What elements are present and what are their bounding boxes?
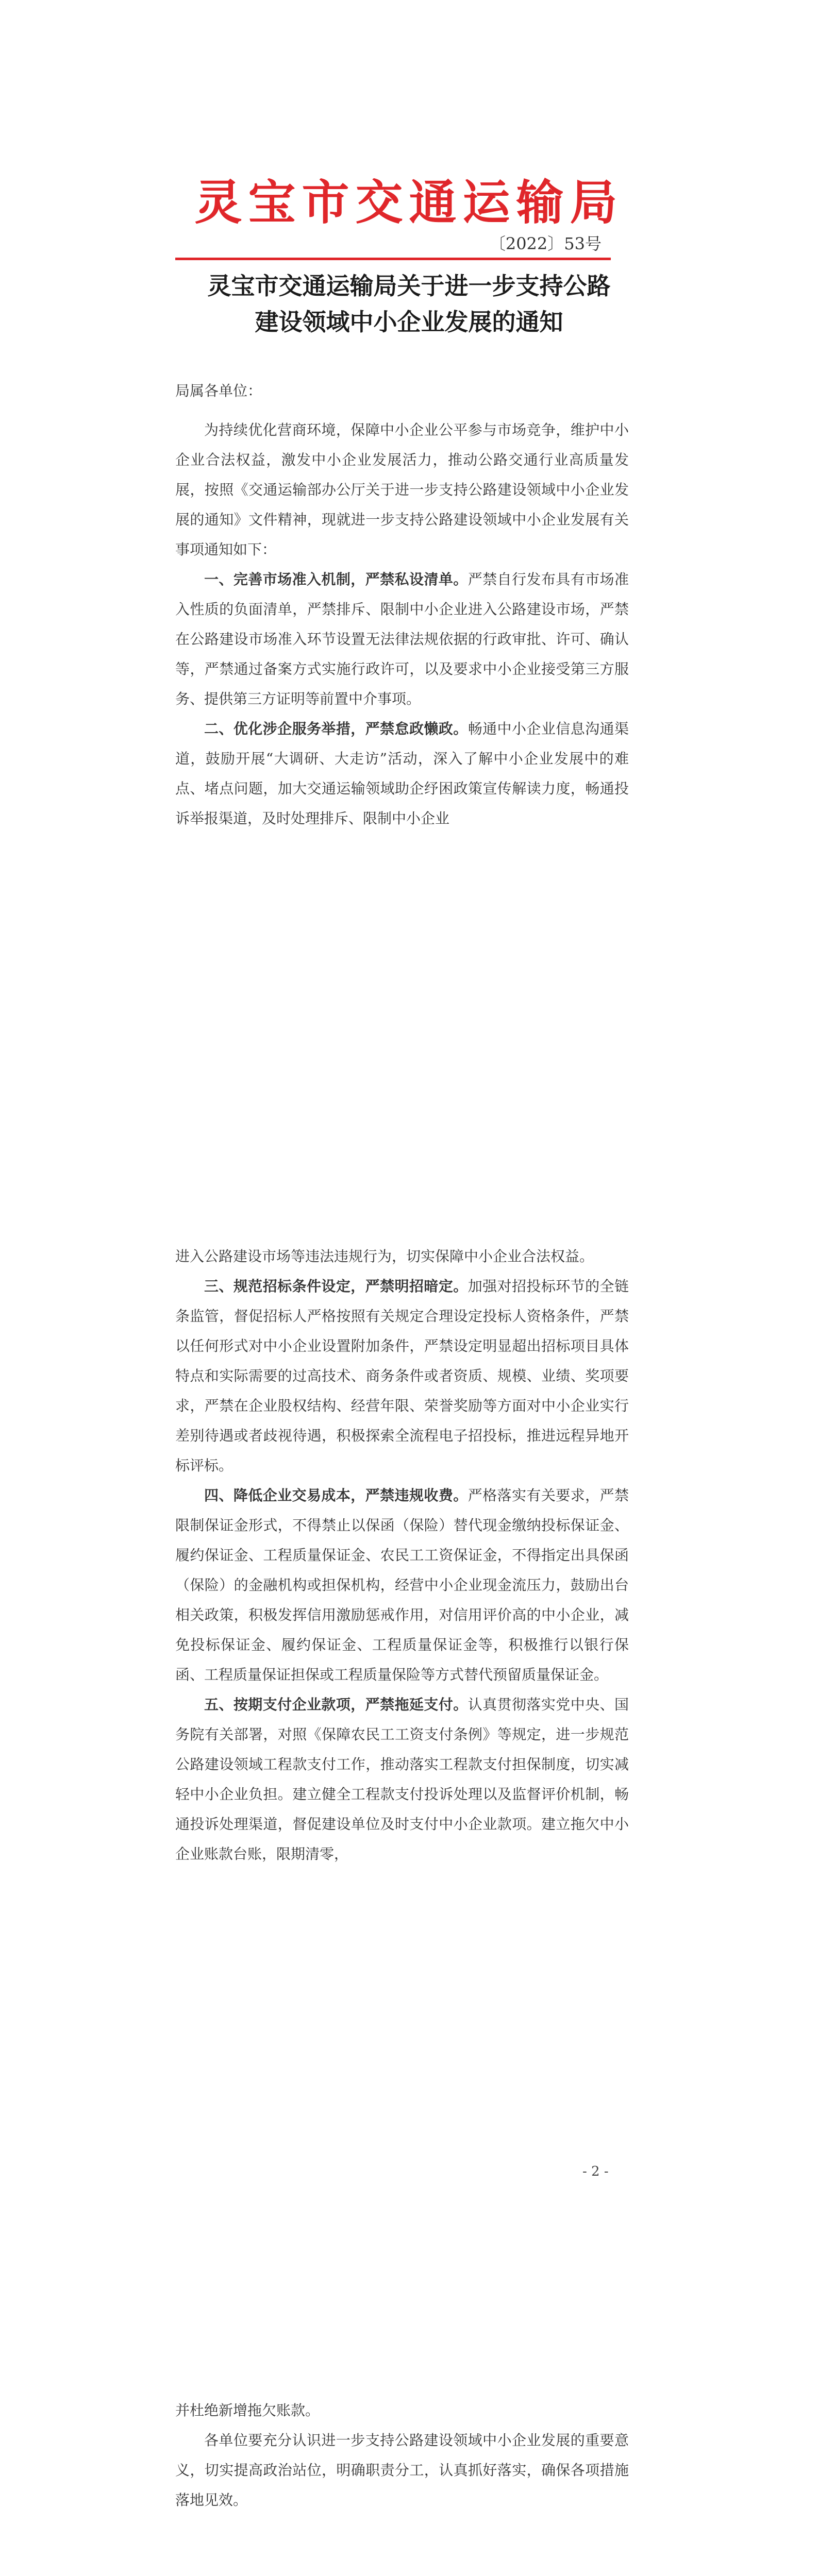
section-5-lead: 五、按期支付企业款项，严禁拖延支付。 xyxy=(204,1696,468,1713)
closing-paragraph: 各单位要充分认识进一步支持公路建设领域中小企业发展的重要意义，切实提高政治站位，明确职责分工，认真抓好落实，确保各项措施落地见效。 xyxy=(175,2432,629,2509)
section-5-paragraph xyxy=(175,1690,629,1869)
section-3-lead: 三、规范招标条件设定，严禁明招暗定。 xyxy=(204,1278,468,1295)
page-1 xyxy=(0,0,818,1154)
page-3 xyxy=(0,2308,818,2576)
page-2 xyxy=(0,1154,818,2308)
section-2-text: 畅通中小企业信息沟通渠道，鼓励开展“大调研、大走访”活动，深入了解中小企业发展中的难点、堵点问题，加大交通运输领域助企纾困政策宣传解读力度，畅通投诉举报渠道，及时处理排斥、限制中小企业 xyxy=(175,720,629,827)
section-3-text: 加强对招投标环节的全链条监管，督促招标人严格按照有关规定合理设定投标人资格条件，严禁以任何形式对中小企业设置附加条件，严禁设定明显超出招标项目具体特点和实际需要的过高技术、商务条件或者资质、规模、业绩、奖项要求，严禁在企业股权结构、经营年限、荣誉奖励等方面对中小企业实行差别待遇或者歧视待遇，积极探索全流程电子招投标，推进远程异地开标评标。 xyxy=(175,1278,629,1474)
page-2-body xyxy=(175,1242,629,1869)
document-number: 〔2022〕53号 xyxy=(489,234,602,253)
section-4-lead: 四、降低企业交易成本，严禁违规收费。 xyxy=(204,1487,468,1504)
section-5-text: 认真贯彻落实党中央、国务院有关部署，对照《保障农民工工资支付条例》等规定，进一步规范公路建设领域工程款支付工作，推动落实工程款支付担保制度，切实减轻中小企业负担。建立健全工程款支付投诉处理以及监督评价机制，畅通投诉处理渠道，督促建设单位及时支付中小企业款项。建立拖欠中小企业账款台账，限期清零， xyxy=(175,1696,629,1862)
page-number-2: - 2 - xyxy=(582,2164,609,2179)
document-title xyxy=(0,268,818,340)
salutation: 局属各单位： xyxy=(175,382,262,399)
section-1-paragraph xyxy=(175,565,629,714)
org-red-header: 灵宝市交通运输局 xyxy=(194,175,624,230)
section-1-lead: 一、完善市场准入机制，严禁私设清单。 xyxy=(204,571,468,588)
document-title-line-1: 灵宝市交通运输局关于进一步支持公路 xyxy=(207,272,611,300)
red-divider-line xyxy=(175,258,611,260)
section-4-paragraph xyxy=(175,1481,629,1690)
section-2-lead: 二、优化涉企服务举措，严禁怠政懒政。 xyxy=(204,720,468,737)
section-2-paragraph xyxy=(175,714,629,834)
section-3-paragraph xyxy=(175,1272,629,1481)
section-1-text: 严禁自行发布具有市场准入性质的负面清单，严禁排斥、限制中小企业进入公路建设市场，严禁在公路建设市场准入环节设置无法律法规依据的行政审批、许可、确认等，严禁通过备案方式实施行政许可，以及要求中小企业接受第三方服务、提供第三方证明等前置中介事项。 xyxy=(175,571,629,707)
page-3-body xyxy=(175,2396,629,2515)
section-4-text: 严格落实有关要求，严禁限制保证金形式，不得禁止以保函（保险）替代现金缴纳投标保证金、履约保证金、工程质量保证金、农民工工资保证金，不得指定出具保函（保险）的金融机构或担保机构，经营中小企业现金流压力，鼓励出台相关政策，积极发挥信用激励惩戒作用，对信用评价高的中小企业，减免投标保证金、履约保证金、工程质量保证金等，积极推行以银行保函、工程质量保证担保或工程质量保险等方式替代预留质量保证金。 xyxy=(175,1487,629,1683)
page-1-body xyxy=(175,376,629,834)
section-5-continued: 并杜绝新增拖欠账款。 xyxy=(175,2402,320,2419)
section-2-continued: 进入公路建设市场等违法违规行为，切实保障中小企业合法权益。 xyxy=(175,1248,594,1265)
document-title-line-2: 建设领域中小企业发展的通知 xyxy=(255,308,563,336)
intro-paragraph: 为持续优化营商环境，保障中小企业公平参与市场竞争，维护中小企业合法权益，激发中小企业发展活力，推动公路交通行业高质量发展，按照《交通运输部办公厅关于进一步支持公路建设领域中小企业发展的通知》文件精神，现就进一步支持公路建设领域中小企业发展有关事项通知如下： xyxy=(175,421,629,558)
